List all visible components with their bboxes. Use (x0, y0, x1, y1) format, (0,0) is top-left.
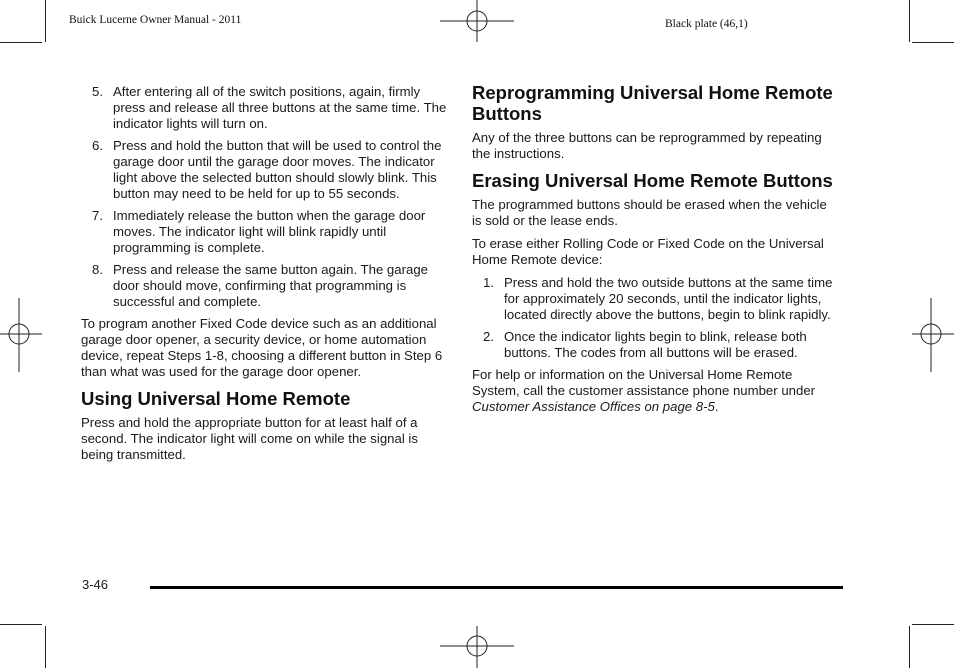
step-number: 1. (483, 275, 494, 290)
step-text: Press and hold the two outside buttons at the same time for approximately 20 seconds, until the indicator lights, located directly above the buttons, begin to blink rapidly. (504, 275, 833, 322)
step-number: 2. (483, 329, 494, 344)
list-item (81, 208, 449, 256)
section-heading-erasing: Erasing Universal Home Remote Buttons (472, 170, 833, 191)
list-item (81, 84, 449, 132)
section-heading-using: Using Universal Home Remote (81, 388, 351, 409)
crop-mark (912, 42, 954, 43)
list-item (81, 262, 449, 310)
paragraph-program-another: To program another Fixed Code device such as an additional garage door opener, a security device, or home automation device, repeat Steps 1-8, choosing a different button in Step 6 than what was used for the garage door opener. (81, 316, 443, 379)
paragraph-erase-when: The programmed buttons should be erased when the vehicle is sold or the lease ends. (472, 197, 827, 228)
cross-reference-link: Customer Assistance Offices on page 8-5 (472, 399, 715, 414)
step-number: 6. (92, 138, 103, 153)
step-text: Once the indicator lights begin to blink, release both buttons. The codes from all buttons will be erased. (504, 329, 807, 360)
crop-mark (909, 0, 910, 42)
paragraph-erase-how: To erase either Rolling Code or Fixed Code on the Universal Home Remote device: (472, 236, 824, 267)
step-number: 7. (92, 208, 103, 223)
crop-mark (912, 624, 954, 625)
step-number: 8. (92, 262, 103, 277)
registration-mark-top (440, 0, 514, 42)
header-manual-title: Buick Lucerne Owner Manual - 2011 (69, 14, 242, 26)
left-column (81, 84, 449, 470)
help-text: For help or information on the Universal Home Remote System, call the customer assistance phone number under (472, 367, 816, 398)
paragraph-reprogramming: Any of the three buttons can be reprogrammed by repeating the instructions. (472, 130, 822, 161)
footer-rule (150, 586, 843, 589)
section-heading-reprogramming: Reprogramming Universal Home Remote Buttons (472, 82, 833, 124)
list-item (472, 275, 834, 323)
step-text: Immediately release the button when the garage door moves. The indicator light will blink rapidly until programming is complete. (113, 208, 426, 255)
registration-mark-right (912, 298, 954, 372)
step-text: Press and hold the button that will be used to control the garage door until the garage door moves. The indicator light above the selected button should slowly blink. This button may need to be held for up to 55 seconds. (113, 138, 442, 201)
right-column (472, 82, 834, 422)
crop-mark (45, 626, 46, 668)
registration-mark-left (0, 298, 42, 372)
paragraph-help (472, 367, 834, 415)
step-text: Press and release the same button again. The garage door should move, confirming that programming is successful and complete. (113, 262, 428, 309)
paragraph-using: Press and hold the appropriate button for at least half of a second. The indicator light will come on while the signal is being transmitted. (81, 415, 418, 462)
header-plate-label: Black plate (46,1) (665, 18, 748, 30)
crop-mark (909, 626, 910, 668)
crop-mark (0, 624, 42, 625)
list-item (81, 138, 449, 202)
step-number: 5. (92, 84, 103, 99)
crop-mark (45, 0, 46, 42)
step-text: After entering all of the switch positions, again, firmly press and release all three buttons at the same time. The indicator lights will turn on. (113, 84, 447, 131)
help-text-end: . (714, 399, 719, 414)
list-item (472, 329, 834, 361)
page-number: 3-46 (82, 577, 109, 592)
registration-mark-bottom (440, 626, 514, 668)
crop-mark (0, 42, 42, 43)
